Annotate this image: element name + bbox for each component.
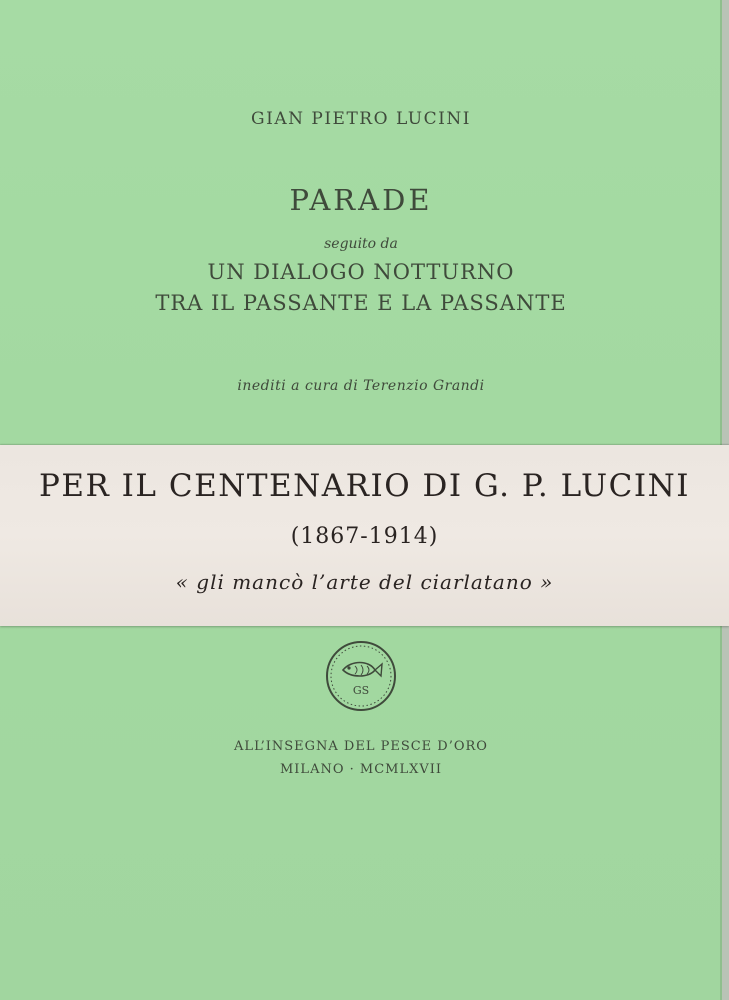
band-dates: (1867-1914): [290, 524, 439, 549]
subtitle-line-1: UN DIALOGO NOTTURNO: [207, 260, 515, 284]
publisher-name: ALL’INSEGNA DEL PESCE D’ORO: [234, 739, 488, 754]
author-name: GIAN PIETRO LUCINI: [251, 109, 471, 129]
fish-medallion-icon: [325, 640, 397, 712]
book-title: PARADE: [289, 183, 433, 217]
seguito-label: seguito da: [324, 236, 398, 252]
promo-band: [0, 445, 729, 626]
editor-note: inediti a cura di Terenzio Grandi: [237, 378, 485, 394]
publisher-place-year: MILANO · MCMLXVII: [279, 762, 442, 777]
subtitle-line-2: TRA IL PASSANTE E LA PASSANTE: [155, 291, 567, 315]
band-headline: PER IL CENTENARIO DI G. P. LUCINI: [39, 468, 690, 504]
emblem-initials: GS: [352, 684, 370, 697]
band-quote: « gli mancò l’arte del ciarlatano »: [175, 570, 554, 594]
